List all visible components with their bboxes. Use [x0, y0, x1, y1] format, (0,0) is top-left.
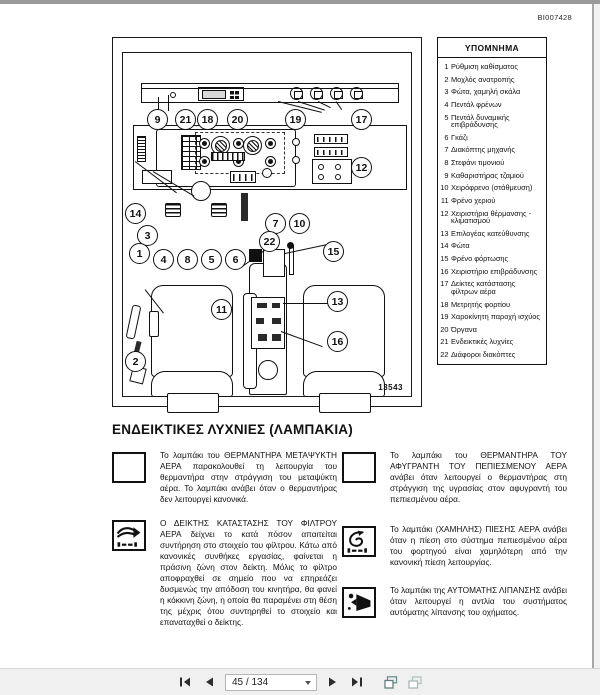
callout-3: 3: [137, 225, 158, 246]
last-page-button[interactable]: [348, 674, 365, 691]
legend-item: [440, 326, 543, 334]
air-filter-gauge-1-icon: [290, 87, 303, 100]
page-number-value: 45 / 134: [232, 676, 269, 688]
legend-item-label: Μετρητής φορτίου: [451, 299, 511, 309]
chevron-down-icon[interactable]: [305, 681, 311, 685]
load-meter-display: [202, 90, 226, 99]
callout-14: 14: [125, 203, 146, 224]
lamp-entry: [342, 450, 567, 505]
lamp-description: Το λαμπάκι της ΑΥΤΟΜΑΤΗΣ ΛΙΠΑΝΣΗΣ ανάβει όταν λειτουργεί η αντλία του συστήματος αυτόματης λίπανσης του οχήματος.: [390, 585, 567, 618]
legend-item: [440, 301, 543, 309]
legend-item-label: Φώτα, χαμηλή σκάλα: [451, 87, 521, 97]
document-page: [0, 4, 594, 668]
legend-item: [440, 88, 543, 96]
hvac-control-panel: [312, 159, 352, 184]
rocker-switch-bank-lower: [314, 147, 348, 157]
figure-inner-border: [122, 52, 412, 397]
legend-item-number: 15: [440, 254, 449, 264]
steering-wheel-icon: [191, 181, 211, 201]
legend-item: [440, 114, 543, 129]
lamp-entry: [342, 524, 567, 568]
callout-8: 8: [177, 249, 198, 270]
callout-10: 10: [289, 213, 310, 234]
callout-5: 5: [201, 249, 222, 270]
selector-lever-icon: [272, 303, 280, 308]
park-brake-knob-icon: [292, 156, 300, 164]
legend-item: [440, 134, 543, 142]
air-filter-gauge-2-icon: [310, 87, 323, 100]
legend-item: [440, 313, 543, 321]
legend-item-number: 22: [440, 350, 449, 360]
legend-title: ΥΠΟΜΝΗΜΑ: [437, 37, 547, 58]
legend-item-number: 16: [440, 266, 449, 276]
legend-item-number: 20: [440, 324, 449, 334]
legend-item-number: 10: [440, 183, 449, 193]
legend-item-number: 3: [444, 87, 449, 97]
legend-item: [440, 101, 543, 109]
lamp-entry: [342, 585, 567, 618]
callout-19: 19: [285, 109, 306, 130]
selector-lever-icon: [272, 318, 281, 324]
passenger-seat-foot: [319, 393, 371, 413]
lamp-entry: [112, 518, 337, 628]
lead-line: [168, 95, 169, 111]
retarder-pedal-icon: [211, 203, 227, 217]
hand-brake-lever-icon: [289, 245, 294, 275]
retarder-lever-icon: [258, 334, 267, 341]
legend-panel: [437, 37, 547, 365]
hvac-knob-icon: [318, 164, 324, 170]
legend-item-label: Στεφάνι τιμονιού: [451, 158, 505, 168]
retarder-lever-icon: [272, 334, 281, 341]
legend-item-label: Διάφοροι διακόπτες: [451, 350, 516, 360]
vent-grille-icon: [137, 136, 146, 162]
seat-adjust-icon: [149, 311, 159, 337]
callout-20: 20: [227, 109, 248, 130]
callout-2: 2: [125, 351, 146, 372]
lamp-description: Ο ΔΕΙΚΤΗΣ ΚΑΤΑΣΤΑΣΗΣ ΤΟΥ ΦΙΛΤΡΟΥ ΑΕΡΑ δείχνει το κατά πόσον απαιτείται συντήρηση στο στοιχείο του φίλτρου. Κάτω από κανονικές συνθήκες εργασίας, φαίνεται η πράσινη ζώνη στον δείκτη. Μόλις το φίλτρο αποφραχθεί σε σημείο που να επηρεάζει δυσμενώς την απόδοση του κινητήρα, θα φανεί η κόκκινη ζώνη, η οποία θα παραμένει στη θέση της μέχρις ότου συντηρηθεί το στοιχείο και επαναταχθεί ο δείκτης.: [160, 518, 337, 628]
air-filter-gauge-3-icon: [330, 87, 343, 100]
legend-item-label: Δείκτες κατάστασης φίλτρων αέρα: [451, 279, 516, 296]
legend-item-number: 7: [444, 145, 449, 155]
page-title: ΕΝΔΕΙΚΤΙΚΕΣ ΛΥΧΝΙΕΣ (ΛΑΜΠΑΚΙΑ): [112, 422, 353, 437]
page-number-input[interactable]: [225, 674, 317, 691]
legend-item-label: Φρένο χεριού: [451, 195, 496, 205]
engine-switch-icon: [262, 168, 272, 178]
hvac-knob-icon: [335, 164, 341, 170]
legend-item: [440, 255, 543, 263]
legend-item-label: Πεντάλ δυναμικής επιβράδυνσης: [451, 112, 510, 130]
legend-item-label: Χειριστήριο επιβράδυνσης: [451, 266, 538, 276]
callout-15: 11: [211, 299, 232, 320]
legend-item-label: Φώτα: [451, 241, 470, 251]
legend-item: [440, 197, 543, 205]
legend-item-number: 2: [444, 74, 449, 84]
legend-item-label: Επιλογέας κατεύθυνσης: [451, 228, 530, 238]
small-gauge-icon: [199, 138, 210, 149]
callout-7: 7: [265, 213, 286, 234]
lead-line: [283, 303, 329, 304]
legend-item-number: 4: [444, 99, 449, 109]
lamp-description: Το λαμπάκι του ΘΕΡΜΑΝΤΗΡΑ ΤΟΥ ΑΦΥΓΡΑΝΤΗ ΤΟΥ ΠΕΠΙΕΣΜΕΝΟΥ ΑΕΡΑ ανάβει όταν λειτουργεί ο θερμαντήρας στη στράγγιση της υγρασίας στον αφυγραντή του πεπιεσμένου αέρα.: [390, 450, 567, 505]
switch-bank-icon: [211, 152, 245, 161]
legend-item-label: Καθαριστήρας τζαμιού: [451, 170, 524, 180]
console-cup-holder-icon: [258, 360, 278, 380]
figure-reference-code: 13543: [378, 383, 403, 392]
legend-item-number: 5: [444, 112, 449, 122]
overhead-console: [141, 83, 399, 103]
callout-18: 18: [197, 109, 218, 130]
legend-item: [440, 172, 543, 180]
legend-item-label: Φρένο φόρτωσης: [451, 254, 509, 264]
legend-item-label: Ενδεικτικές λυχνίες: [451, 337, 514, 347]
wiper-knob-icon: [170, 92, 176, 98]
legend-item-number: 13: [440, 228, 449, 238]
legend-item-number: 8: [444, 158, 449, 168]
direction-selector-module: [251, 297, 285, 349]
two-page-view-button[interactable]: [406, 674, 423, 691]
callout-4: 4: [153, 249, 174, 270]
tip-lever-icon: [126, 304, 142, 339]
legend-item: [440, 63, 543, 71]
legend-item: [440, 338, 543, 346]
small-gauge-icon: [199, 156, 210, 167]
air-filter-indicator-icon: [112, 520, 146, 551]
legend-item: [440, 230, 543, 238]
hand-brake-module: [263, 249, 285, 277]
legend-item-number: 19: [440, 312, 449, 322]
lamp-column-right: [342, 450, 567, 631]
driver-seat-foot: [167, 393, 219, 413]
blank-square-icon: [112, 452, 146, 483]
legend-item-label: Ρύθμιση καθίσματος: [451, 62, 518, 71]
legend-item-number: 12: [440, 208, 449, 218]
callout-6: 6: [225, 249, 246, 270]
legend-item: [440, 159, 543, 167]
callout-17: 17: [351, 109, 372, 130]
legend-item: [440, 268, 543, 276]
legend-list: [437, 58, 547, 365]
legend-item: [440, 146, 543, 154]
brake-pedal-icon: [165, 203, 181, 217]
auto-lubrication-icon: [342, 587, 376, 618]
legend-item-label: Χαροκίνητη παροχή ισχύος: [451, 312, 540, 322]
misc-switch-bank: [230, 171, 256, 183]
accelerator-pedal-icon: [241, 193, 248, 221]
load-meter-buttons-icon: [230, 91, 239, 99]
next-page-button[interactable]: [324, 674, 341, 691]
small-gauge-icon: [233, 138, 244, 149]
legend-item-label: Διακόπτης μηχανής: [451, 145, 515, 155]
legend-item: [440, 210, 543, 225]
air-filter-gauge-4-icon: [350, 87, 363, 100]
power-takeoff-knob-icon: [292, 138, 300, 146]
hand-brake-knob-icon: [287, 242, 294, 249]
lamp-entry: [112, 450, 337, 505]
document-code: BI007428: [537, 13, 572, 22]
legend-item-number: 17: [440, 279, 449, 289]
first-page-button[interactable]: [177, 674, 194, 691]
legend-item-label: Γκάζι: [451, 132, 468, 142]
legend-item-label: Όργανα: [451, 324, 477, 334]
selector-lever-icon: [256, 318, 264, 324]
low-air-pressure-icon: [342, 526, 376, 557]
legend-item-number: 18: [440, 299, 449, 309]
callout-21: 21: [175, 109, 196, 130]
legend-item-number: 21: [440, 337, 449, 347]
legend-item-label: Χειρόφρενο (στάθμευση): [451, 183, 533, 193]
hvac-knob-icon: [318, 174, 324, 180]
legend-item-number: 14: [440, 241, 449, 251]
callout-11: 15: [323, 241, 344, 262]
rocker-switch-bank-upper: [314, 134, 348, 144]
lamp-description: Το λαμπάκι του ΘΕΡΜΑΝΤΗΡΑ ΜΕΤΑΨΥΚΤΗ ΑΕΡΑ παρακολουθεί τη λειτουργία του θερμαντήρα στην στράγγιση του μεταψύκτη αέρα. Το λαμπάκι ανάβει όταν ο θερμαντήρας δεν λειτουργεί κανονικά.: [160, 450, 337, 505]
previous-page-button[interactable]: [201, 674, 218, 691]
legend-item: [440, 351, 543, 359]
callout-13: 13: [327, 291, 348, 312]
callout-12: 12: [351, 157, 372, 178]
legend-item: [440, 184, 543, 192]
callout-1: 1: [129, 243, 150, 264]
callout-22: 22: [259, 231, 280, 252]
hvac-knob-icon: [335, 174, 341, 180]
legend-item-number: 1: [444, 62, 449, 71]
small-gauge-icon: [265, 138, 276, 149]
lamp-description: Το λαμπάκι (ΧΑΜΗΛΗΣ) ΠΙΕΣΗΣ ΑΕΡΑ ανάβει όταν η πίεση στο σύστημα πεπιεσμένου αέρα του φορτηγού είναι χαμηλότερη από την κανονική πίεση λειτουργίας.: [390, 524, 567, 568]
callout-9: 9: [147, 109, 168, 130]
figure-outer-border: [112, 37, 422, 407]
tachometer-icon: [243, 136, 262, 155]
legend-item: [440, 76, 543, 84]
load-meter-unit: [198, 87, 244, 101]
small-gauge-icon: [265, 156, 276, 167]
legend-item-number: 6: [444, 132, 449, 142]
legend-item-label: Μοχλός ανατροπής: [451, 74, 515, 84]
legend-item: [440, 280, 543, 295]
selector-lever-icon: [257, 303, 267, 308]
instrument-cluster: [156, 129, 296, 187]
legend-item-label: Πεντάλ φρένων: [451, 99, 502, 109]
single-page-view-button[interactable]: [382, 674, 399, 691]
legend-item-number: 9: [444, 170, 449, 180]
legend-item-label: Χειριστήρια θέρμανσης - κλιματισμού: [451, 208, 532, 226]
pdf-navigation-toolbar: [0, 668, 600, 695]
blank-square-icon: [342, 452, 376, 483]
lamp-column-left: [112, 450, 337, 641]
legend-item-number: 11: [440, 195, 449, 205]
callout-16: 16: [327, 331, 348, 352]
legend-item: [440, 242, 543, 250]
